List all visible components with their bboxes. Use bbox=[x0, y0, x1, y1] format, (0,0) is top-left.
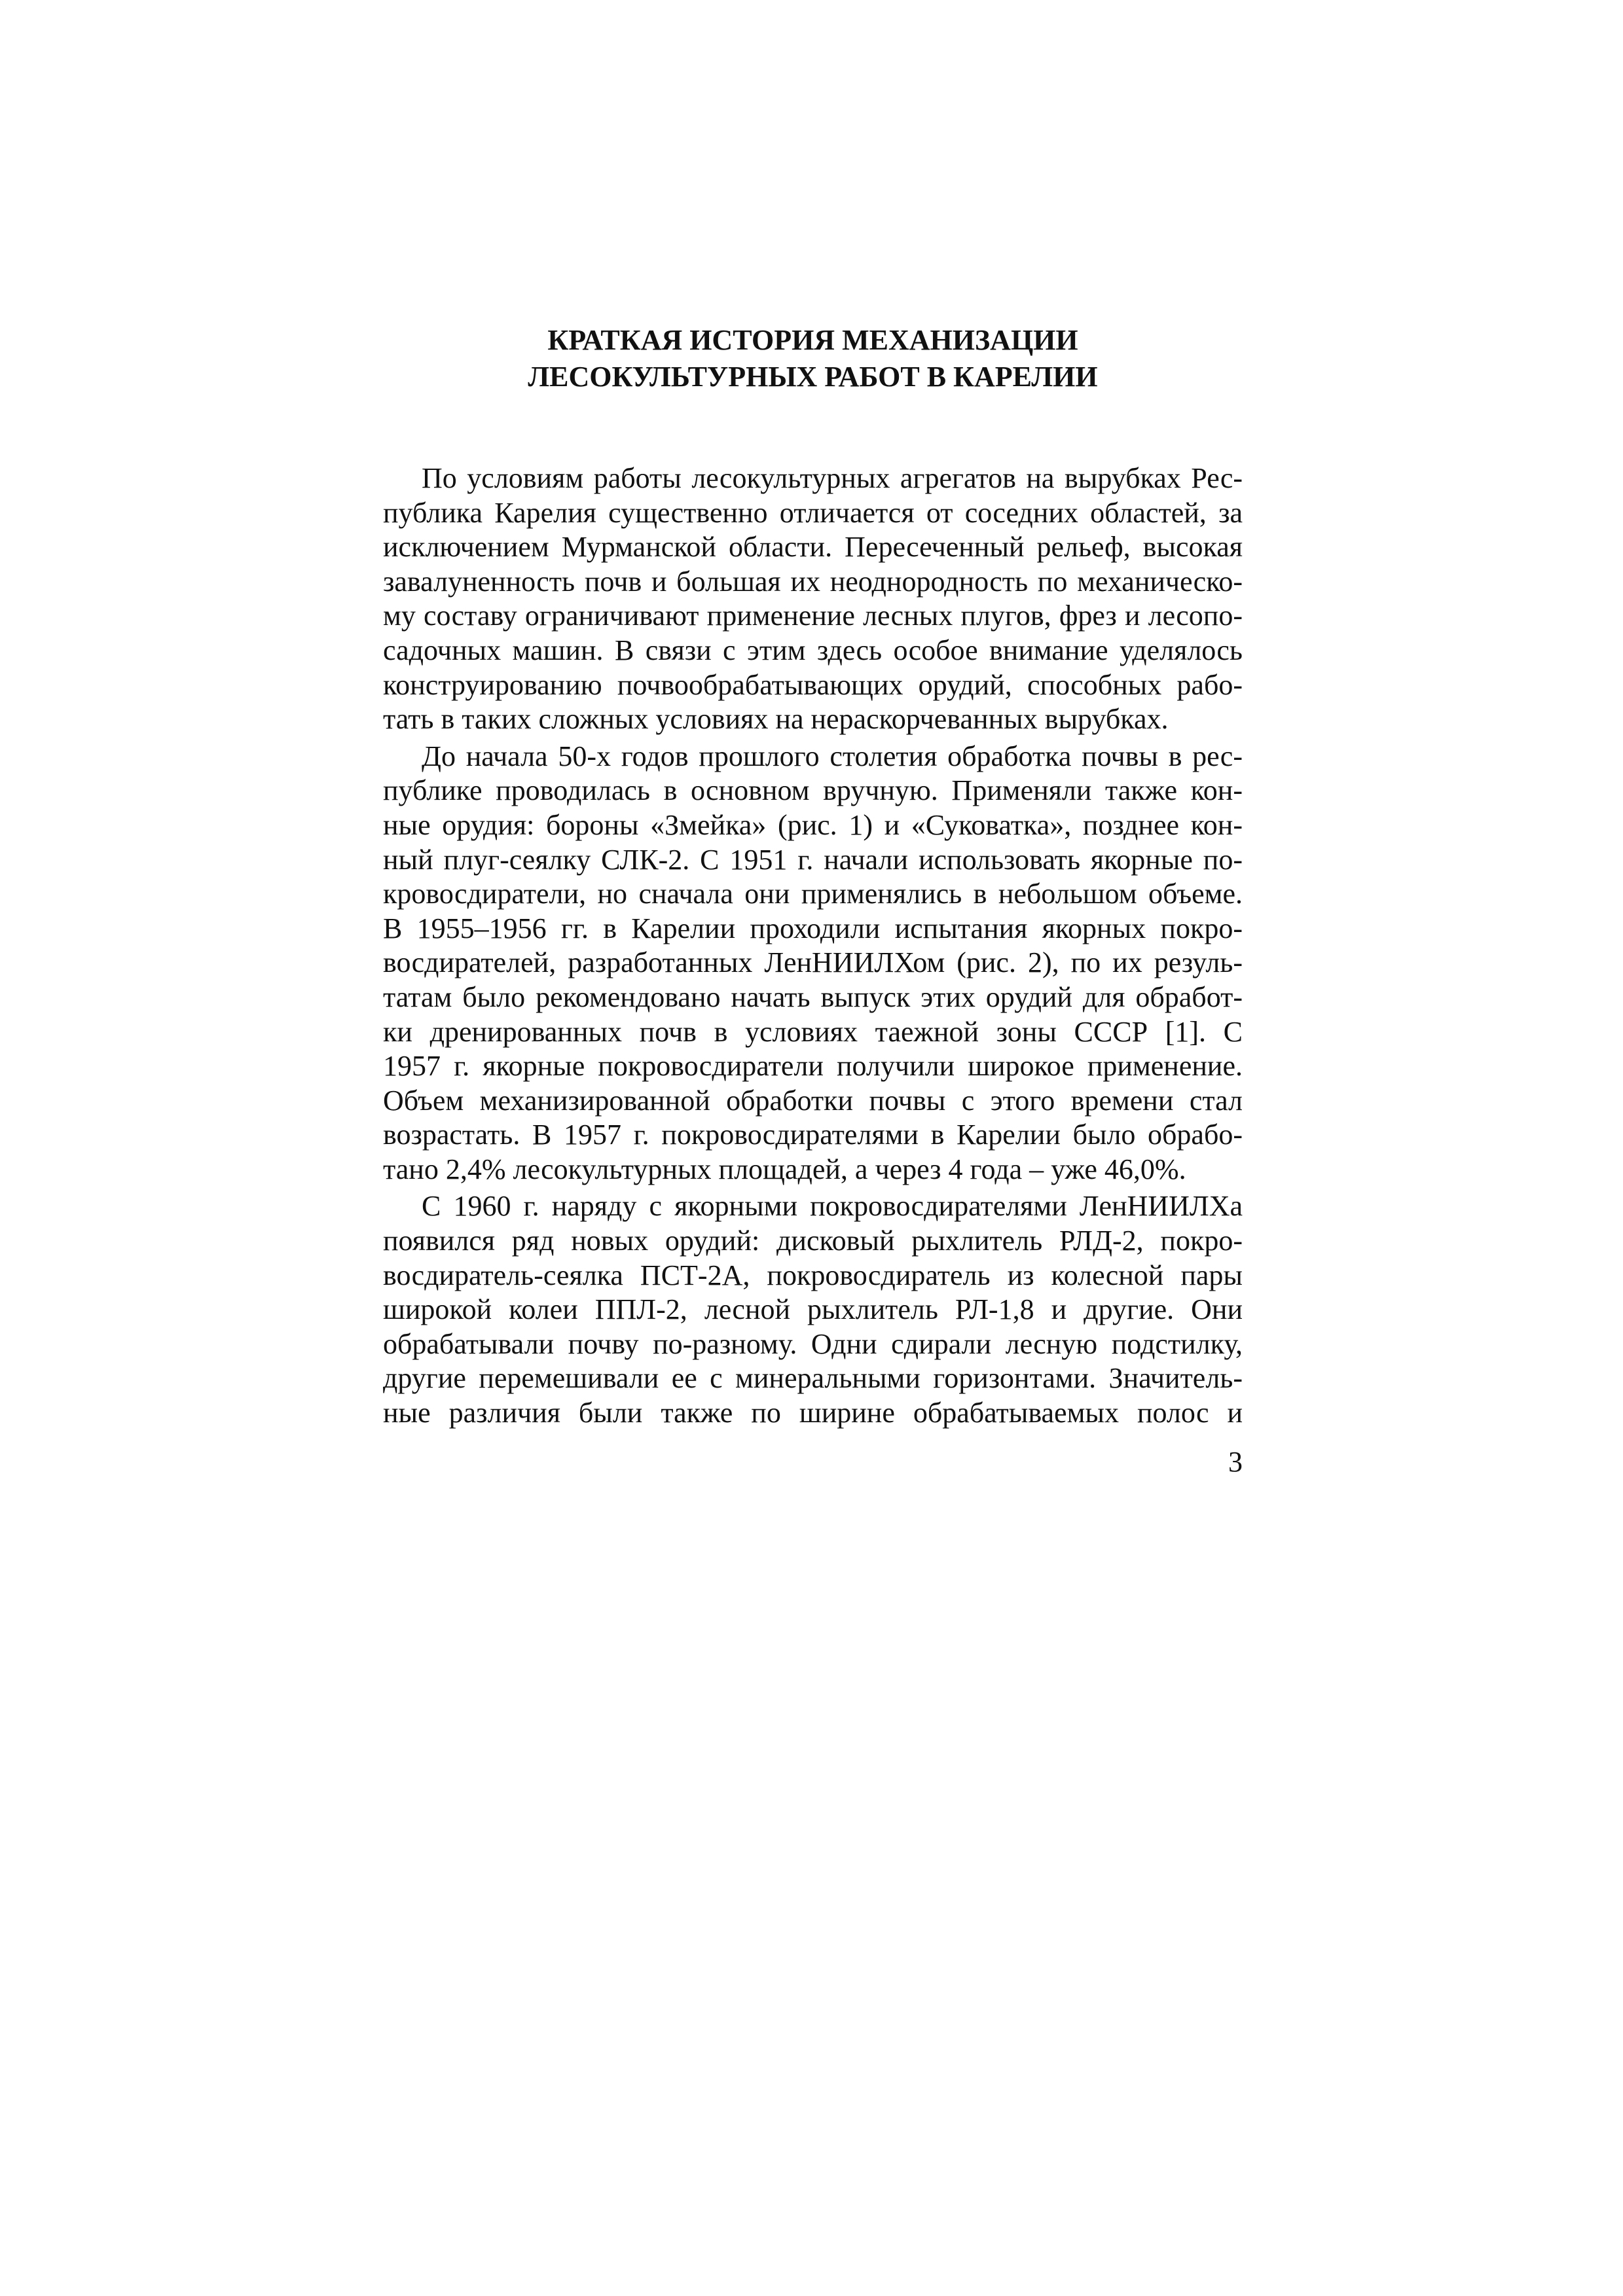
text-line: широкой колеи ППЛ-2, лесной рыхлитель РЛ-1,8 и другие. Они bbox=[383, 1293, 1243, 1326]
text-line: С 1960 г. наряду с якорными покровосдирателями ЛенНИИЛХа bbox=[422, 1190, 1243, 1223]
text-line: обрабатывали почву по-разному. Одни сдирали лесную подстилку, bbox=[383, 1327, 1243, 1360]
text-line: ные различия были также по ширине обрабатываемых полос и bbox=[383, 1397, 1243, 1429]
text-line: Объем механизированной обработки почвы с этого времени стал bbox=[383, 1084, 1243, 1117]
text-line: ные орудия: бороны «Змейка» (рис. 1) и «Суковатка», позднее кон- bbox=[383, 808, 1243, 841]
text-line: В 1955–1956 гг. в Карелии проходили испытания якорных покро- bbox=[383, 912, 1243, 944]
text-line: ный плуг-сеялку СЛК-2. С 1951 г. начали использовать якорные по- bbox=[383, 843, 1243, 876]
text-line: появился ряд новых орудий: дисковый рыхлитель РЛД-2, покро- bbox=[383, 1225, 1243, 1257]
text-line: му составу ограничивают применение лесных плугов, фрез и лесопо- bbox=[383, 600, 1243, 632]
text-line: ки дренированных почв в условиях таежной зоны СССР [1]. С bbox=[383, 1015, 1243, 1048]
text-line: другие перемешивали ее с минеральными горизонтами. Значитель- bbox=[383, 1362, 1243, 1395]
text-line: тано 2,4% лесокультурных площадей, а через 4 года – уже 46,0%. bbox=[383, 1153, 1186, 1185]
paragraph-1 bbox=[383, 461, 1243, 737]
paragraph-3 bbox=[383, 1189, 1243, 1430]
text-line: публике проводилась в основном вручную. Применяли также кон- bbox=[383, 774, 1243, 807]
text-line: восдиратель-сеялка ПСТ-2А, покровосдиратель из колесной пары bbox=[383, 1259, 1243, 1291]
text-line: завалуненность почв и большая их неоднородность по механическо- bbox=[383, 565, 1243, 598]
text-line: садочных машин. В связи с этим здесь особое внимание уделялось bbox=[383, 634, 1243, 666]
chapter-title-line-2: ЛЕСОКУЛЬТУРНЫХ РАБОТ В КАРЕЛИИ bbox=[528, 361, 1098, 393]
text-line: тать в таких сложных условиях на нераскорчеванных вырубках. bbox=[383, 703, 1169, 736]
paragraph-2 bbox=[383, 740, 1243, 1187]
text-line: возрастать. В 1957 г. покровосдирателями в Карелии было обрабо- bbox=[383, 1119, 1243, 1151]
page-number: 3 bbox=[1228, 1446, 1243, 1478]
text-line: конструированию почвообрабатывающих орудий, способных рабо- bbox=[383, 668, 1243, 701]
text-line: публика Карелия существенно отличается от соседних областей, за bbox=[383, 496, 1243, 529]
body-text bbox=[383, 461, 1243, 1431]
text-line: исключением Мурманской области. Пересеченный рельеф, высокая bbox=[383, 531, 1243, 564]
text-line: татам было рекомендовано начать выпуск этих орудий для обработ- bbox=[383, 980, 1243, 1013]
text-line: восдирателей, разработанных ЛенНИИЛХом (рис. 2), по их резуль- bbox=[383, 946, 1243, 979]
text-line: До начала 50-х годов прошлого столетия обработка почвы в рес- bbox=[422, 740, 1243, 772]
text-line: 1957 г. якорные покровосдиратели получили широкое применение. bbox=[383, 1050, 1243, 1083]
chapter-title bbox=[383, 322, 1243, 395]
chapter-title-line-1: КРАТКАЯ ИСТОРИЯ МЕХАНИЗАЦИИ bbox=[547, 324, 1078, 356]
text-line: кровосдиратели, но сначала они применялись в небольшом объеме. bbox=[383, 878, 1243, 910]
text-line: По условиям работы лесокультурных агрегатов на вырубках Рес- bbox=[422, 462, 1243, 494]
